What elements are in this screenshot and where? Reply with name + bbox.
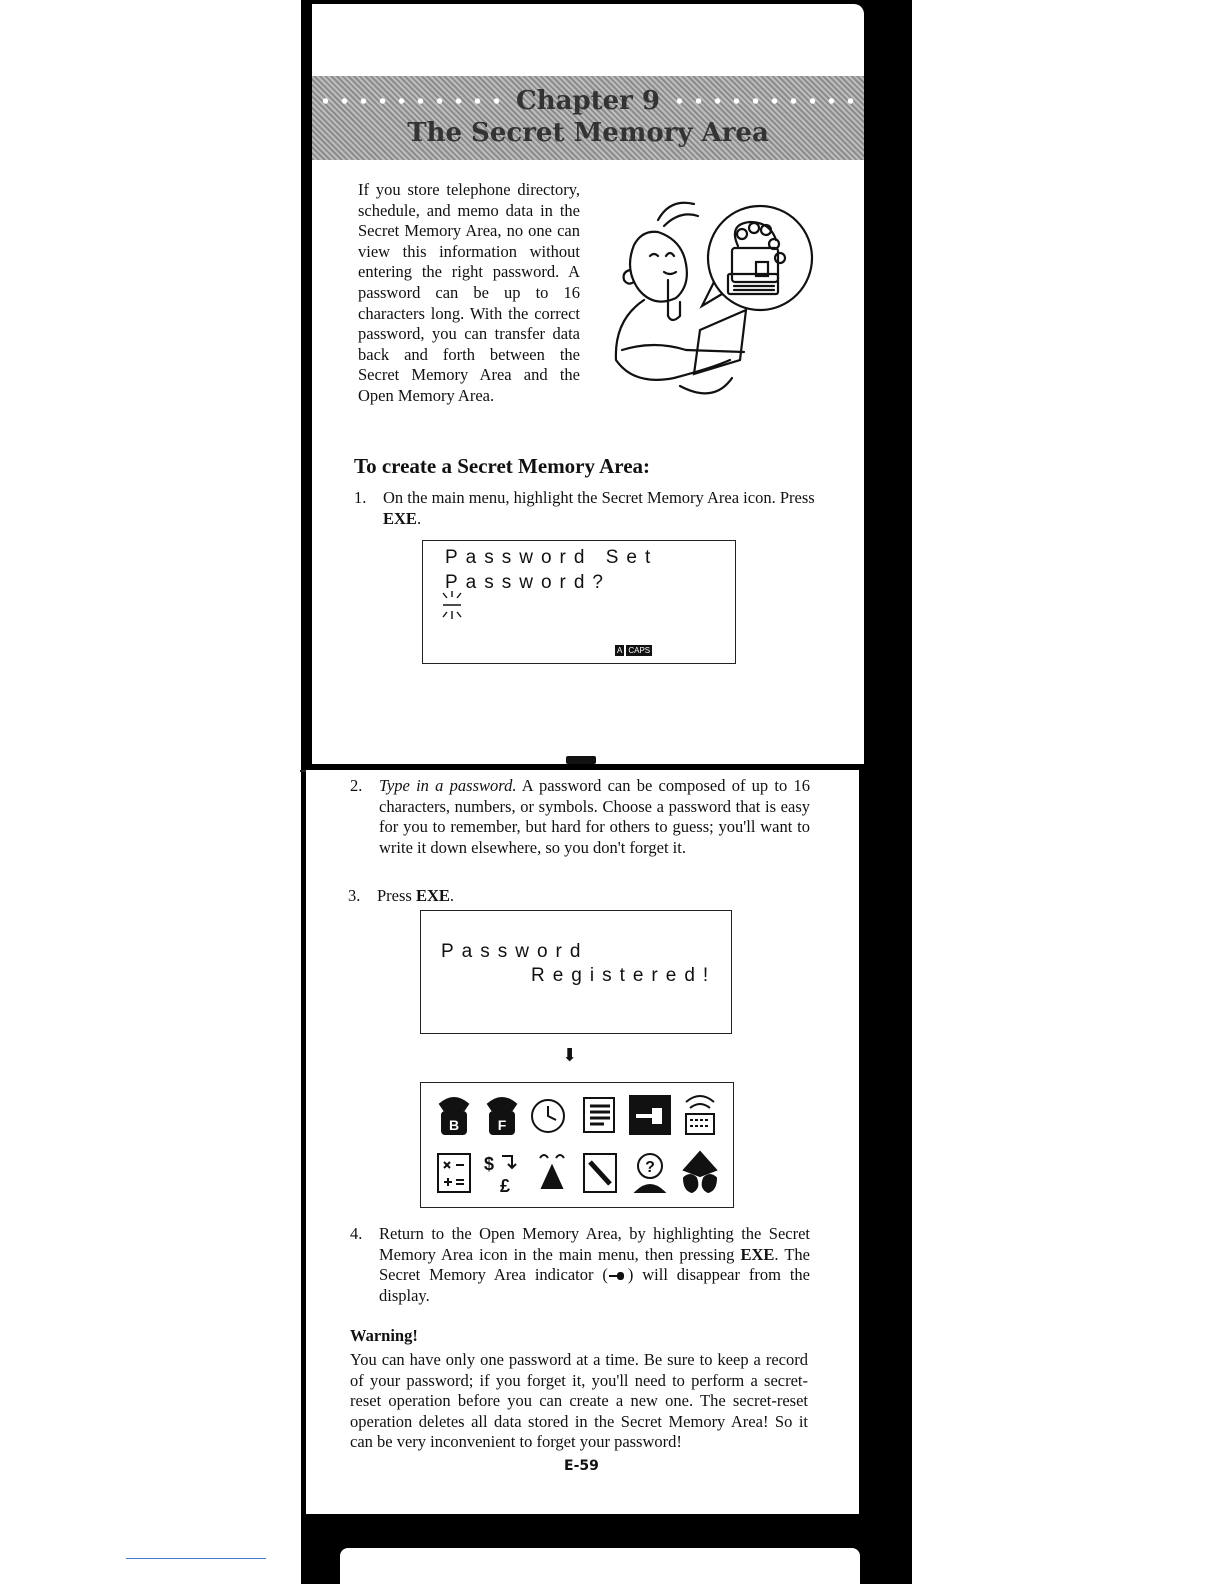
intro-paragraph: If you store telephone directory, schedule, and memo data in the Secret Memory Area, no one can view this information without entering the right password. A password can be up to 16 characters long. With the correct password, you can transfer data back and forth between the Secret Memory Area and the Open Memory Area. [358,180,580,405]
exe-key-label: EXE [383,508,417,528]
telephone-f-icon [488,1098,516,1134]
svg-text:$: $ [484,1154,495,1174]
calculator-icon [438,1154,470,1192]
secret-key-icon [630,1096,670,1134]
telephone-b-icon [440,1098,468,1134]
exe-key-label: EXE [740,1244,775,1264]
data-transfer-icon [584,1154,616,1192]
step-text: On the main menu, highlight the Secret Memory Area icon. Press [383,488,815,507]
manual-page-top [312,4,864,764]
step-text: Return to the Open Memory Area, by highlighting the Secret Memory Area icon in the main menu, then pressing [379,1224,810,1264]
blinking-cursor-icon [437,589,467,621]
section-heading: To create a Secret Memory Area: [354,454,651,478]
step-text: A password can be composed of up to 16 characters, numbers, or symbols. Choose a password that is easy for you to remember, but hard for others to guess; you'll want to write it down elsewhere, so you don't forget it. [379,776,811,857]
step-text: . [449,886,455,905]
step-instruction: Type in a password. [379,776,517,795]
decorative-dots [316,96,506,106]
svg-text:B: B [448,1117,460,1133]
step-number: 2. [350,776,363,795]
page-number: E-59 [564,1458,599,1474]
footnote-rule [126,1558,266,1559]
cropped-page-number [566,756,596,764]
lcd-line-2: Registered! [531,965,717,986]
currency-conversion-icon [484,1154,516,1196]
step-1 [354,488,822,529]
alarm-icon [540,1155,564,1188]
warning-title: Warning! [350,1326,418,1345]
step-text: . The Secret Memory Area indicator ( [379,1244,810,1285]
next-page-edge [340,1548,860,1584]
game-icon [684,1152,716,1192]
warning-text: You can have only one password at a time. Be sure to keep a record of your password; if you forget it, you'll need to perform a secret-reset operation before you can create a new one. The secret-reset operation deletes all data stored in the Secret Memory Area! So it can be very inconvenient to forget your password! [350,1350,808,1452]
exe-key-label: EXE [415,886,450,905]
svg-text:£: £ [500,1176,511,1196]
main-menu-icons [430,1090,726,1200]
lcd-password-set [422,540,736,664]
lcd-password-registered [420,910,732,1034]
chapter-title: The Secret Memory Area [407,118,769,148]
lcd-line-2: Password? [445,572,611,593]
step-2 [350,776,810,858]
help-icon [636,1154,664,1192]
lcd-line-1: Password [441,941,589,962]
clock-icon [532,1100,564,1132]
status-indicators [615,645,652,656]
chapter-banner [312,76,864,160]
step-number: 4. [350,1224,363,1243]
step-4 [350,1224,810,1306]
arrow-down-icon: ⬇ [562,1045,578,1065]
step-3 [348,886,808,907]
step-number: 1. [354,488,367,507]
communication-icon [686,1096,714,1134]
step-text: Press [377,886,416,905]
memo-icon [584,1098,614,1132]
alpha-indicator: A [617,646,623,655]
svg-text:?: ? [645,1159,655,1176]
step-text: . [416,508,422,528]
svg-text:F: F [497,1117,507,1133]
secret-key-indicator-icon [608,1270,628,1282]
secret-person-illustration [594,190,824,410]
chapter-label: Chapter 9 [516,86,661,116]
decorative-dots [670,96,860,106]
step-text: ) will disappear from the display. [379,1265,810,1305]
lcd-line-1: Password Set [445,547,659,568]
step-number: 3. [348,886,361,905]
caps-indicator: CAPS [628,646,651,655]
